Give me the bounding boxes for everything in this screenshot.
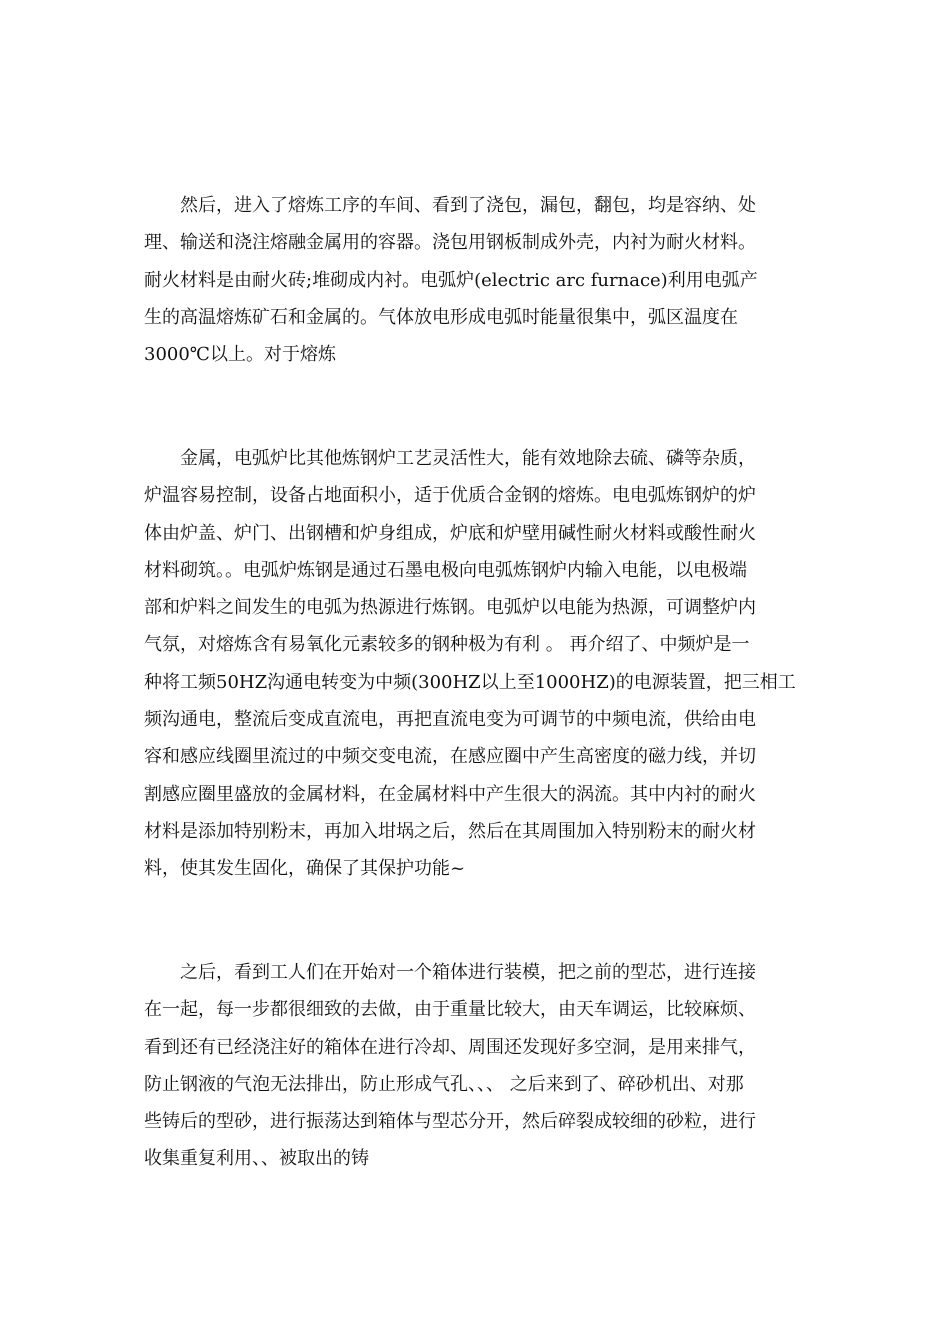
- text-line: 料，使其发生固化，确保了其保护功能~: [144, 858, 466, 880]
- text-line: 耐火材料是由耐火砖;堆砌成内衬。电弧炉(electric arc furnace)利用电弧产: [144, 269, 758, 291]
- text-line: 容和感应线圈里流过的中频交变电流，在感应圈中产生高密度的磁力线，并切: [144, 746, 756, 768]
- text-line: 部和炉料之间发生的电弧为热源进行炼钢。电弧炉以电能为热源，可调整炉内: [144, 597, 756, 619]
- text-line: 频沟通电，整流后变成直流电，再把直流电变为可调节的中频电流，供给由电: [144, 709, 756, 731]
- text-line: 3000℃以上。对于熔炼: [144, 344, 336, 366]
- text-line: 然后，进入了熔炼工序的车间、看到了浇包，漏包，翻包，均是容纳、处: [144, 195, 756, 216]
- paragraph-smelting-workshop: [144, 187, 810, 373]
- paragraph-molding-process: [144, 954, 810, 1178]
- text-line: 炉温容易控制，设备占地面积小，适于优质合金钢的熔炼。电电弧炼钢炉的炉: [144, 485, 756, 507]
- text-line: 材料是添加特别粉末，再加入坩埚之后，然后在其周围加入特别粉末的耐火材: [144, 820, 756, 842]
- text-line: 收集重复利用、、被取出的铸: [144, 1148, 369, 1170]
- text-line: 材料砌筑。。电弧炉炼钢是通过石墨电极向电弧炼钢炉内输入电能，以电极端: [144, 559, 747, 581]
- text-line: 种将工频50HZ沟通电转变为中频(300HZ以上至1000HZ)的电源装置，把三相工: [144, 671, 796, 693]
- text-line: 防止钢液的气泡无法排出，防止形成气孔、、、 之后来到了、碎砂机出、对那: [144, 1073, 744, 1095]
- text-line: 理、输送和浇注熔融金属用的容器。浇包用钢板制成外壳，内衬为耐火材料。: [144, 232, 756, 254]
- paragraph-arc-furnace: [144, 440, 810, 888]
- text-line: 体由炉盖、炉门、出钢槽和炉身组成，炉底和炉壁用碱性耐火材料或酸性耐火: [144, 522, 756, 544]
- text-line: 割感应圈里盛放的金属材料，在金属材料中产生很大的涡流。其中内衬的耐火: [144, 783, 756, 805]
- text-line: 气氛，对熔炼含有易氧化元素较多的钢种极为有利 。 再介绍了、中频炉是一: [144, 634, 750, 656]
- text-line: 在一起，每一步都很细致的去做，由于重量比较大，由天车调运，比较麻烦、: [144, 999, 756, 1021]
- text-line: 看到还有已经浇注好的箱体在进行冷却、周围还发现好多空洞，是用来排气，: [144, 1036, 756, 1058]
- text-line: 之后，看到工人们在开始对一个箱体进行装模，把之前的型芯，进行连接: [144, 962, 756, 983]
- text-line: 金属，电弧炉比其他炼钢炉工艺灵活性大，能有效地除去硫、磷等杂质，: [144, 448, 756, 469]
- text-line: 些铸后的型砂，进行振荡达到箱体与型芯分开，然后碎裂成较细的砂粒，进行: [144, 1111, 756, 1133]
- text-line: 生的高温熔炼矿石和金属的。气体放电形成电弧时能量很集中，弧区温度在: [144, 306, 738, 328]
